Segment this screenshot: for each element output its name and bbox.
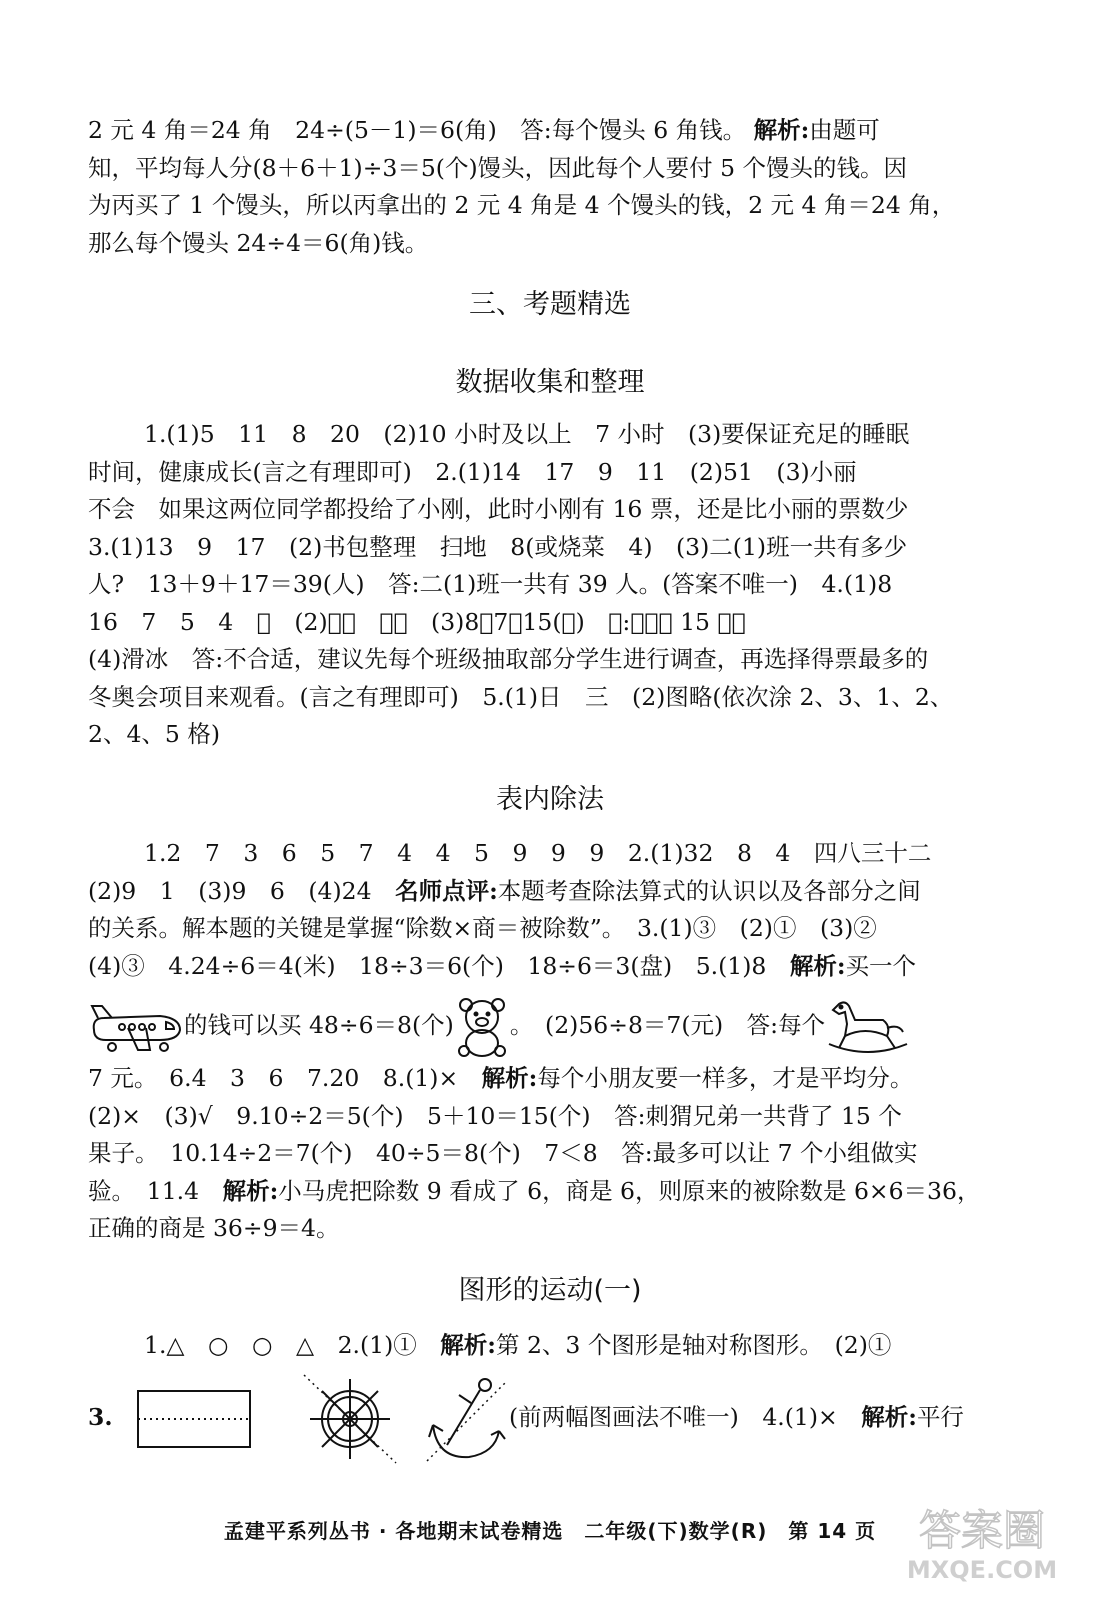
intro-line-1: 2 元 4 角＝24 角 24÷(5－1)＝6(角) 答:每个馒头 6 角钱。 解析:由题可 xyxy=(88,116,880,144)
division-line-7: (2)× (3)√ 9.10÷2＝5(个) 5＋10＝15(个) 答:刺猬兄弟一共背了 15 个 xyxy=(88,1101,902,1130)
division-line-9: 验。 11.4 解析:小马虎把除数 9 看成了 6，商是 6，则原来的被除数是 6×6＝36， xyxy=(88,1176,981,1205)
division-section-body-2 xyxy=(88,1060,993,1248)
data-line: 不会 如果这两位同学都投给了小刚，此时小刚有 16 票，还是比小丽的票数少 xyxy=(88,495,909,523)
division-line-10: 正确的商是 36÷9＝4。 xyxy=(88,1214,340,1242)
toy-plane-icon xyxy=(88,996,184,1058)
division-line-6: 7 元。 6.4 3 6 7.20 8.(1)× 解析:每个小朋友要一样多，才是平均分。 xyxy=(88,1064,914,1092)
page-footer: 孟建平系列丛书 · 各地期末试卷精选 二年级(下)数学(R) 第 14 页 xyxy=(223,1519,877,1543)
teacher-comment-label: 名师点评: xyxy=(395,876,498,905)
ship-wheel-figure xyxy=(302,1373,398,1465)
division-section-body xyxy=(88,835,993,985)
data-line: 2、4、5 格) xyxy=(88,720,220,748)
division-line-4: (4)③ 4.24÷6＝4(米) 18÷3＝6(个) 18÷6＝3(盘) 5.(1)8 解析:买一个 xyxy=(88,951,917,980)
data-line: 1.(1)5 11 8 20 (2)10 小时及以上 7 小时 (3)要保证充足的睡眠 xyxy=(144,420,910,448)
data-line: 冬奥会项目来观看。(言之有理即可) 5.(1)日 三 (2)图略(依次涂 2、3、1、2、 xyxy=(88,682,954,711)
data-line: 16 7 5 4 𠀌 (2)滑冰 雪橇 (3)8＋7＝15(人) 答:一共有 15 人。 xyxy=(88,607,746,636)
question-3-number: 3. xyxy=(88,1403,113,1431)
intro-line-4: 那么每个馒头 24÷4＝6(角)钱。 xyxy=(88,228,429,257)
intro-line-2: 知，平均每人分(8＋6＋1)÷3＝5(个)馒头，因此每个人要付 5 个馒头的钱。因 xyxy=(88,153,908,182)
analysis-label: 解析: xyxy=(789,951,846,980)
intro-paragraph xyxy=(88,112,993,262)
svg-text:MXQE.COM: MXQE.COM xyxy=(906,1556,1058,1584)
analysis-label: 解析: xyxy=(753,116,810,144)
analysis-label: 解析: xyxy=(222,1176,279,1205)
data-line: (4)滑冰 答:不合适，建议先每个班级抽取部分学生进行调查，再选择得票最多的 xyxy=(88,645,929,673)
motion-line-1: 1.△ ○ ○ △ 2.(1)① 解析:第 2、3 个图形是轴对称图形。 (2)① xyxy=(144,1331,892,1359)
intro-line-3: 为丙买了 1 个馒头，所以丙拿出的 2 元 4 角是 4 个馒头的钱，2 元 4 角＝24 角， xyxy=(88,191,956,219)
data-section-title: 数据收集和整理 xyxy=(455,367,645,398)
rocking-horse-icon xyxy=(825,996,911,1058)
data-line: 人? 13＋9＋17＝39(人) 答:二(1)班一共有 39 人。(答案不唯一) 4.(1)8 xyxy=(88,570,893,598)
watermark-logo xyxy=(895,1500,1070,1585)
data-line: 时间，健康成长(言之有理即可) 2.(1)14 17 9 11 (2)51 (3)小丽 xyxy=(88,457,857,486)
data-line: 3.(1)13 9 17 (2)书包整理 扫地 8(或烧菜 4) (3)二(1)班一共有多少 xyxy=(88,532,908,561)
data-section-body xyxy=(88,416,993,754)
motion-figure-line: 3. (前两幅图画法不唯一) 4.(1)× 解析:平行 xyxy=(88,1372,993,1462)
anchor-figure xyxy=(425,1373,509,1465)
division-line-3: 的关系。解本题的关键是掌握“除数×商＝被除数”。 3.(1)③ (2)① (3)② xyxy=(88,914,877,942)
section-title: 三、考题精选 xyxy=(469,289,631,320)
motion-section-body xyxy=(88,1327,993,1365)
analysis-label: 解析: xyxy=(440,1331,496,1359)
teddy-bear-icon xyxy=(454,995,510,1059)
division-section-title: 表内除法 xyxy=(496,784,604,815)
motion-section-title: 图形的运动(一) xyxy=(458,1275,642,1306)
svg-text:答案圈: 答案圈 xyxy=(918,1506,1046,1555)
division-line-1: 1.2 7 3 6 5 7 4 4 5 9 9 9 2.(1)32 8 4 四八三十二 xyxy=(144,839,932,867)
division-picture-line: 的钱可以买 48÷6＝8(个) 。 (2)56÷8＝7(元) 答:每个 xyxy=(88,990,993,1060)
division-line-2: (2)9 1 (3)9 6 (4)24 名师点评:本题考查除法算式的认识以及各部分之间 xyxy=(88,876,921,905)
rectangle-symmetry-figure xyxy=(134,1387,254,1451)
analysis-label: 解析: xyxy=(861,1403,917,1431)
division-line-8: 果子。 10.14÷2＝7(个) 40÷5＝8(个) 7＜8 答:最多可以让 7 个小组做实 xyxy=(88,1139,918,1167)
analysis-label: 解析: xyxy=(481,1064,538,1092)
